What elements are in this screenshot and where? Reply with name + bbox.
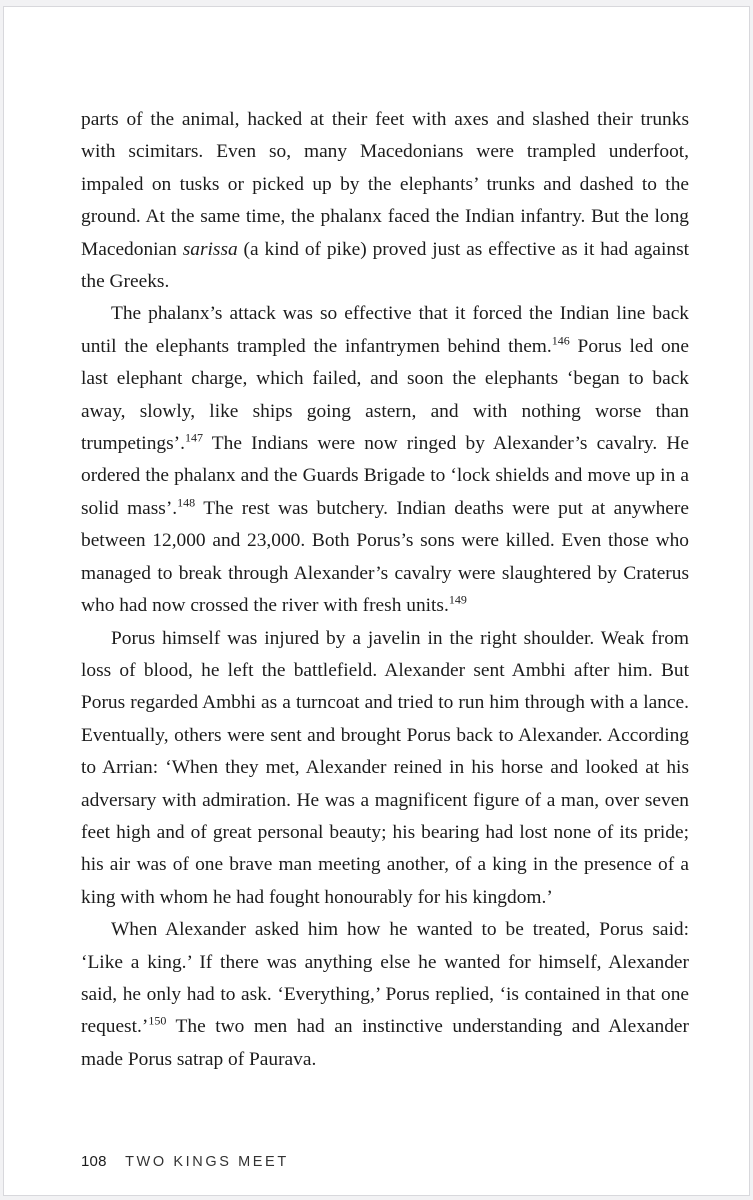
footnote-ref: 146: [551, 333, 570, 348]
text-run: When Alexander asked him how he wanted to be treated, Porus said: ‘Like a king.’ If there was anything else he wanted for himself, Alexander said, he only had to ask. ‘Everything,’ Porus replied, ‘is contained in that one request.’: [81, 919, 689, 1038]
footnote-ref: 148: [177, 495, 196, 510]
text-run: parts of the animal, hacked at their feet with axes and slashed their trunks with scimitars. Even so, many Macedonians were trampled underfoot, impaled on tusks or picked up by the elephants’ trunks and dashed to the ground. At the same time, the phalanx faced the Indian infantry. But the long Macedonian: [81, 109, 689, 260]
paragraph: [81, 298, 689, 622]
paragraph: [81, 623, 689, 915]
body-text: [81, 104, 689, 1076]
page-number: 108: [81, 1153, 107, 1170]
running-head: TWO KINGS MEET: [125, 1154, 289, 1170]
footnote-ref: 149: [448, 592, 467, 607]
footnote-ref: 150: [148, 1013, 167, 1028]
text-run: Porus led one last elephant charge, which failed, and soon the elephants ‘began to back away, slowly, like ships going astern, and with nothing worse than trumpetings’.: [81, 335, 689, 455]
text-run: Porus himself was injured by a javelin in the right shoulder. Weak from loss of blood, he left the battlefield. Alexander sent Ambhi after him. But Porus regarded Ambhi as a turncoat and tried to run him through with a lance. Eventually, others were sent and brought Porus back to Alexander. According to Arrian: ‘When they met, Alexander reined in his horse and looked at his adversary with admiration. He was a magnificent figure of a man, over seven feet high and of great personal beauty; his bearing had lost none of its pride; his air was of one brave man meeting another, of a king in the presence of a king with whom he had fought honourably for his kingdom.’: [81, 627, 689, 908]
text-run: The Indians were now ringed by Alexander’s cavalry. He ordered the phalanx and the Guards Brigade to ‘lock shields and move up in a solid mass’.: [81, 433, 689, 519]
text-run: The rest was butchery. Indian deaths were put at anywhere between 12,000 and 23,000. Both Porus’s sons were killed. Even those who managed to break through Alexander’s cavalry were slaughtered by Craterus who had now crossed the river with fresh units.: [81, 497, 689, 617]
italic-term: sarissa: [182, 238, 238, 260]
text-run: (a kind of pike) proved just as effective as it had against the Greeks.: [81, 238, 690, 293]
paragraph: [81, 104, 689, 298]
page-footer: [81, 1153, 289, 1171]
book-page: [3, 6, 750, 1196]
text-run: The phalanx’s attack was so effective that it forced the Indian line back until the elephants trampled the infantrymen behind them.: [81, 303, 689, 357]
paragraph: [81, 914, 689, 1076]
footnote-ref: 147: [184, 430, 203, 445]
text-run: The two men had an instinctive understanding and Alexander made Porus satrap of Paurava.: [81, 1016, 689, 1070]
